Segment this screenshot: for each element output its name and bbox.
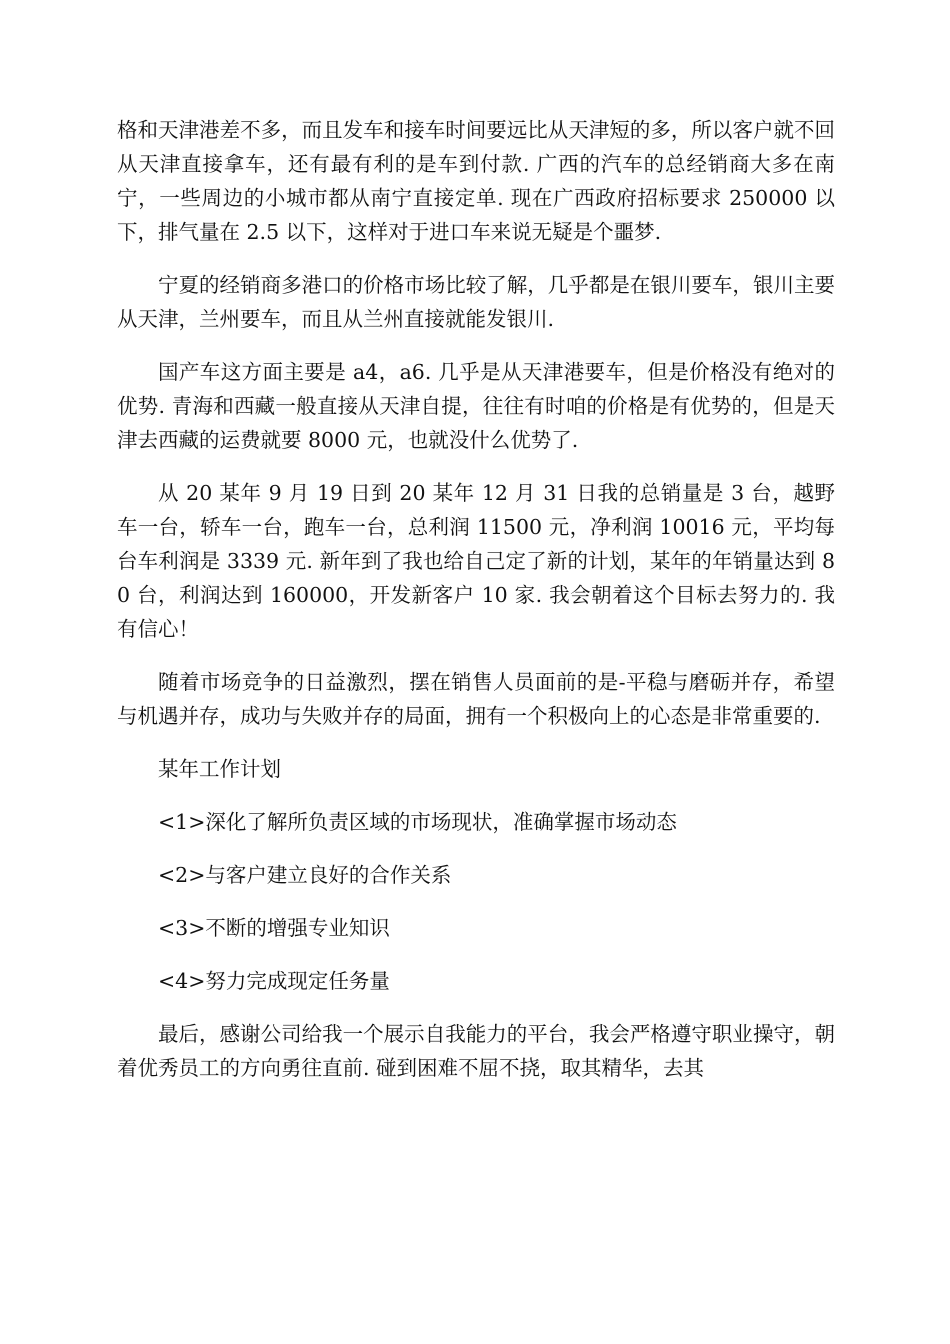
document-page: [117, 113, 835, 1104]
plan-title: 某年工作计划: [158, 757, 281, 781]
paragraph-guangxi: 格和天津港差不多，而且发车和接车时间要远比从天津短的多，所以客户就不回从天津直接拿车，还有最有利的是车到付款. 广西的汽车的总经销商大多在南宁，一些周边的小城市都从南宁直接定单. 现在广西政府招标要求 250000 以下，排气量在 2.5 以下，这样对于进口车来说无疑是个噩梦.: [117, 118, 835, 244]
paragraph-closing: 最后，感谢公司给我一个展示自我能力的平台，我会严格遵守职业操守，朝着优秀员工的方向勇往直前. 碰到困难不屈不挠，取其精华，去其: [117, 1022, 835, 1080]
plan-item-3: <3>不断的增强专业知识: [158, 916, 390, 940]
paragraph-sales-summary: 从 20 某年 9 月 19 日到 20 某年 12 月 31 日我的总销量是 3 台，越野车一台，轿车一台，跑车一台，总利润 11500 元，净利润 10016 元，平均每台车利润是 3339 元. 新年到了我也给自己定了新的计划，某年的年销量达到 80 台，利润达到 160000，开发新客户 10 家. 我会朝着这个目标去努力的. 我有信心！: [117, 481, 835, 641]
plan-item-1: <1>深化了解所负责区域的市场现状，准确掌握市场动态: [158, 810, 677, 834]
plan-item-2: <2>与客户建立良好的合作关系: [158, 863, 452, 887]
paragraph-domestic-cars: 国产车这方面主要是 a4，a6. 几乎是从天津港要车，但是价格没有绝对的优势. 青海和西藏一般直接从天津自提，往往有时咱的价格是有优势的，但是天津去西藏的运费就要 8000 元，也就没什么优势了.: [117, 360, 835, 452]
paragraph-attitude: 随着市场竞争的日益激烈，摆在销售人员面前的是-平稳与磨砺并存，希望与机遇并存，成功与失败并存的局面，拥有一个积极向上的心态是非常重要的.: [117, 670, 835, 728]
paragraph-ningxia: 宁夏的经销商多港口的价格市场比较了解，几乎都是在银川要车，银川主要从天津，兰州要车，而且从兰州直接就能发银川.: [117, 273, 835, 331]
plan-item-4: <4>努力完成现定任务量: [158, 969, 390, 993]
